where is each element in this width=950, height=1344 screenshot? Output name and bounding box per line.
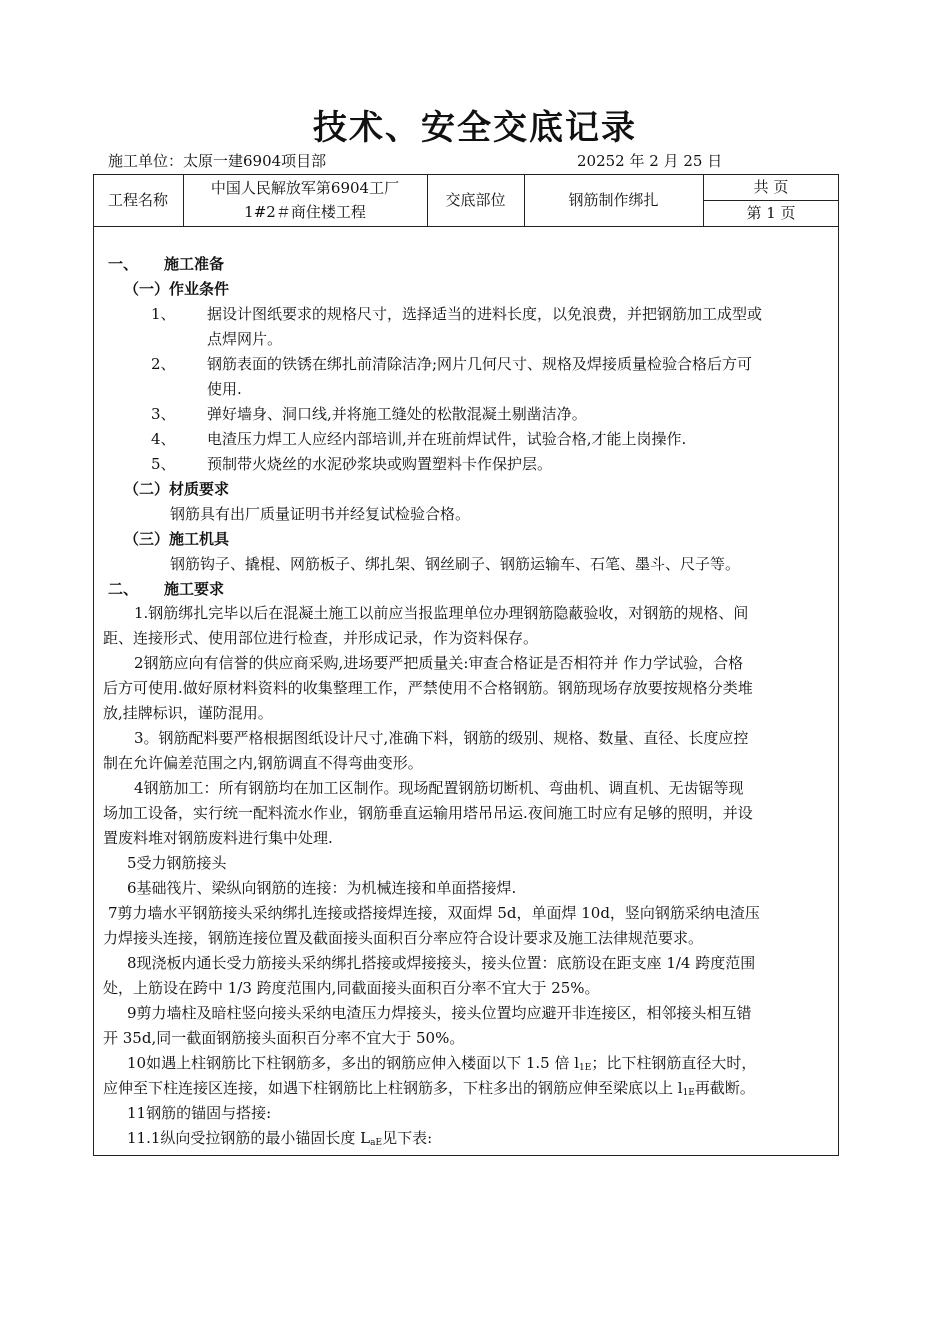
paragraph-line xyxy=(127,1128,432,1153)
section2-heading xyxy=(108,579,224,599)
subscript: 1E xyxy=(579,1063,592,1073)
item-text: 电渣压力焊工人应经内部培训,并在班前焊试件，试验合格,才能上岗操作. xyxy=(207,430,687,448)
item-number: 1、 xyxy=(151,305,176,323)
list-item xyxy=(151,429,686,449)
paragraph-line: 后方可使用.做好原材料资料的收集整理工作，严禁使用不合格钢筋。钢筋现场存放要按规格分类堆 xyxy=(103,679,753,697)
paragraph-line: 7剪力墙水平钢筋接头采纳绑扎连接或搭接焊连接，双面焊 5d，单面焊 10d，竖向钢筋采纳电渣压 xyxy=(108,904,760,922)
subsection-c-heading: （三）施工机具 xyxy=(124,530,230,548)
text-run: 应伸至下柱连接区连接，如遇下柱钢筋比上柱钢筋多，下柱多出的钢筋应伸至梁底以上 l xyxy=(103,1079,683,1097)
paragraph-line: 11钢筋的锚固与搭接: xyxy=(127,1104,272,1122)
paragraph-line: 4钢筋加工：所有钢筋均在加工区制作。现场配置钢筋切断机、弯曲机、调直机、无齿锯等现 xyxy=(134,779,744,797)
project-name xyxy=(183,174,427,226)
total-pages: 共 页 xyxy=(753,178,789,196)
item-number: 5、 xyxy=(151,455,176,473)
paragraph-line: 处，上筋设在跨中 1/3 跨度范围内,同截面接头面积百分率不宜大于 25%。 xyxy=(103,979,600,997)
item-text: 弹好墙身、洞口线,并将施工缝处的松散混凝土剔凿洁净。 xyxy=(207,405,587,423)
paragraph-line: 放,挂牌标识，谨防混用。 xyxy=(103,704,273,722)
paragraph-line: 5受力钢筋接头 xyxy=(127,854,227,872)
item-number: 2、 xyxy=(151,355,176,373)
document-date: 20252 年 2 月 25 日 xyxy=(577,152,723,170)
header-bottom-line xyxy=(93,226,839,227)
part-label: 交底部位 xyxy=(445,191,506,209)
subscript: 1E xyxy=(682,1088,695,1098)
item-text: 据设计图纸要求的规格尺寸，选择适当的进料长度，以免浪费，并把钢筋加工成型或 xyxy=(207,305,763,323)
section1-number: 一、 xyxy=(108,255,139,273)
subscript: aE xyxy=(370,1138,383,1148)
section1-heading xyxy=(108,254,224,274)
section2-title: 施工要求 xyxy=(164,580,225,598)
list-item xyxy=(151,404,587,424)
text-run: 见下表: xyxy=(382,1129,433,1147)
paragraph-line: 8现浇板内通长受力筋接头采纳绑扎搭接或焊接接头，接头位置：底筋设在距支座 1/4 跨度范围 xyxy=(127,954,756,972)
text-run: ；比下柱钢筋直径大时， xyxy=(591,1054,757,1072)
item-text: 钢筋表面的铁锈在绑扎前清除洁净;网片几何尺寸、规格及焊接质量检验合格后方可 xyxy=(207,355,753,373)
list-item xyxy=(151,304,762,324)
text-run: 再截断。 xyxy=(694,1079,755,1097)
paragraph-line: 场加工设备，实行统一配料流水作业，钢筋垂直运输用塔吊吊运.夜间施工时应有足够的照明，并设 xyxy=(103,804,753,822)
list-item xyxy=(151,354,752,374)
item-number: 3、 xyxy=(151,405,176,423)
paragraph-line: 9剪力墙柱及暗柱竖向接头采纳电渣压力焊接头，接头位置均应避开非连接区，相邻接头相互错 xyxy=(127,1004,752,1022)
tools-text: 钢筋钩子、撬棍、网筋板子、绑扎架、钢丝刷子、钢筋运输车、石笔、墨斗、尺子等。 xyxy=(170,555,741,573)
project-label: 工程名称 xyxy=(107,191,168,209)
paragraph-line: 力焊接头连接，钢筋连接位置及截面接头面积百分率应符合设计要求及施工法律规范要求。 xyxy=(103,929,704,947)
paragraph-line: 3。钢筋配料要严格根据图纸设计尺寸,准确下料，钢筋的级别、规格、数量、直径、长度应控 xyxy=(134,729,749,747)
item-text-continuation: 使用. xyxy=(207,380,242,398)
paragraph-line: 制在允许偏差范围之内,钢筋调直不得弯曲变形。 xyxy=(103,754,423,772)
section1-title: 施工准备 xyxy=(164,255,225,273)
paragraph-line: 6基础筏片、梁纵向钢筋的连接：为机械连接和单面搭接焊. xyxy=(127,879,517,897)
part-value: 钢筋制作绑扎 xyxy=(568,191,659,209)
page-number: 第 1 页 xyxy=(746,204,796,222)
text-run: 11.1纵向受拉钢筋的最小锚固长度 L xyxy=(127,1129,371,1147)
paragraph-line xyxy=(127,1053,756,1078)
paragraph-line: 距、连接形式、使用部位进行检查，并形成记录，作为资料保存。 xyxy=(103,629,539,647)
document-title: 技术、安全交底记录 xyxy=(313,108,637,148)
construction-unit: 施工单位：太原一建6904项目部 xyxy=(108,152,327,170)
project-name-line1: 中国人民解放军第6904工厂 xyxy=(210,179,400,197)
list-item xyxy=(151,454,552,474)
paragraph-line: 1.钢筋绑扎完毕以后在混凝土施工以前应当报监理单位办理钢筋隐蔽验收，对钢筋的规格、间 xyxy=(134,604,749,622)
text-run: 10如遇上柱钢筋比下柱钢筋多，多出的钢筋应伸入楼面以下 1.5 倍 l xyxy=(127,1054,580,1072)
material-requirement-text: 钢筋具有出厂质量证明书并经复试检验合格。 xyxy=(170,505,471,523)
subsection-a-heading: （一）作业条件 xyxy=(124,280,230,298)
section2-number: 二、 xyxy=(108,580,139,598)
subsection-b-heading: （二）材质要求 xyxy=(124,480,230,498)
paragraph-line xyxy=(103,1078,755,1103)
paragraph-line: 置废料堆对钢筋废料进行集中处理. xyxy=(103,829,333,847)
item-text: 预制带火烧丝的水泥砂浆块或购置塑料卡作保护层。 xyxy=(207,455,553,473)
paragraph-line: 开 35d,同一截面钢筋接头面积百分率不宜大于 50%。 xyxy=(103,1029,465,1047)
item-text-continuation: 点焊网片。 xyxy=(207,330,283,348)
item-number: 4、 xyxy=(151,430,176,448)
project-name-line2: 1#2＃商住楼工程 xyxy=(244,203,366,221)
paragraph-line: 2钢筋应向有信誉的供应商采购,进场要严把质量关:审查合格证是否相符并 作力学试验，合格 xyxy=(134,654,744,672)
